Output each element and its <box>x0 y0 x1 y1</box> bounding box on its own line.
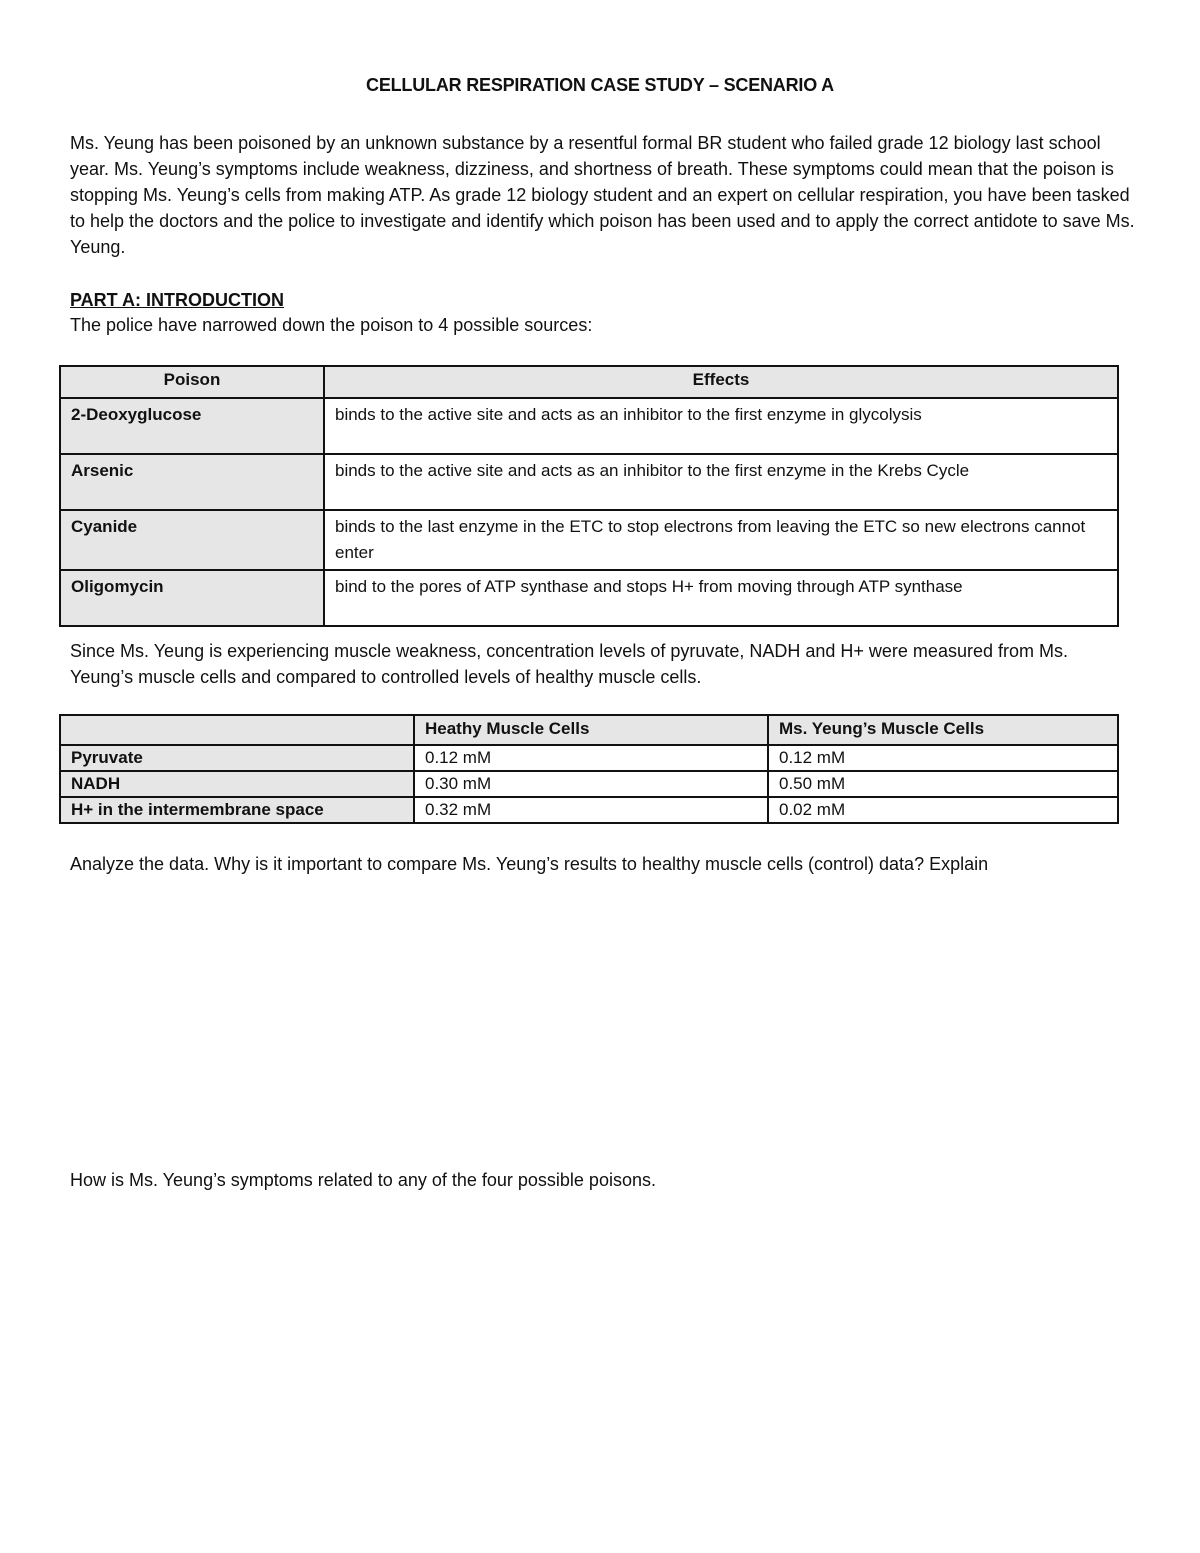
table-row <box>60 510 1118 570</box>
yeung-value: 0.50 mM <box>768 771 1118 797</box>
yeung-value: 0.12 mM <box>768 745 1118 771</box>
concentration-table-header-row <box>60 715 1118 745</box>
poison-name: Arsenic <box>60 454 324 510</box>
table-row <box>60 745 1118 771</box>
poison-effect: binds to the last enzyme in the ETC to stop electrons from leaving the ETC so new electrons cannot enter <box>324 510 1118 570</box>
poison-name: Cyanide <box>60 510 324 570</box>
concentration-table <box>59 714 1119 824</box>
measure-name: Pyruvate <box>60 745 414 771</box>
measure-name: NADH <box>60 771 414 797</box>
healthy-column-header: Heathy Muscle Cells <box>414 715 768 745</box>
poison-column-header: Poison <box>60 366 324 398</box>
healthy-value: 0.32 mM <box>414 797 768 823</box>
page-title: CELLULAR RESPIRATION CASE STUDY – SCENARIO A <box>366 75 834 95</box>
question-1: Analyze the data. Why is it important to compare Ms. Yeung’s results to healthy muscle cells (control) data? Explain <box>70 854 989 874</box>
yeung-column-header: Ms. Yeung’s Muscle Cells <box>768 715 1118 745</box>
table-row <box>60 570 1118 626</box>
table-row <box>60 797 1118 823</box>
poison-name: 2-Deoxyglucose <box>60 398 324 454</box>
measurement-paragraph: Since Ms. Yeung is experiencing muscle weakness, concentration levels of pyruvate, NADH and H+ were measured from Ms. Yeung’s muscle cells and compared to controlled levels of healthy muscle cells. <box>70 641 1068 687</box>
effects-column-header: Effects <box>324 366 1118 398</box>
intro-paragraph: Ms. Yeung has been poisoned by an unknown substance by a resentful formal BR student who failed grade 12 biology last school year. Ms. Yeung’s symptoms include weakness, dizziness, and shortness of breath. These symptoms could mean that the poison is stopping Ms. Yeung’s cells from making ATP. As grade 12 biology student and an expert on cellular respiration, you have been tasked to help the doctors and the police to investigate and identify which poison has been used and to apply the correct antidote to save Ms. Yeung. <box>70 133 1135 257</box>
measure-name: H+ in the intermembrane space <box>60 797 414 823</box>
empty-header-cell <box>60 715 414 745</box>
table-row <box>60 771 1118 797</box>
poison-effect: binds to the active site and acts as an inhibitor to the first enzyme in glycolysis <box>324 398 1118 454</box>
table-row <box>60 398 1118 454</box>
healthy-value: 0.30 mM <box>414 771 768 797</box>
poison-table-header-row <box>60 366 1118 398</box>
table-row <box>60 454 1118 510</box>
healthy-value: 0.12 mM <box>414 745 768 771</box>
yeung-value: 0.02 mM <box>768 797 1118 823</box>
poison-name: Oligomycin <box>60 570 324 626</box>
poison-effect: bind to the pores of ATP synthase and stops H+ from moving through ATP synthase <box>324 570 1118 626</box>
question-2: How is Ms. Yeung’s symptoms related to any of the four possible poisons. <box>70 1170 656 1190</box>
poison-table <box>59 365 1119 627</box>
part-a-subtext: The police have narrowed down the poison to 4 possible sources: <box>70 315 593 335</box>
poison-effect: binds to the active site and acts as an inhibitor to the first enzyme in the Krebs Cycle <box>324 454 1118 510</box>
part-a-heading: PART A: INTRODUCTION <box>70 290 284 310</box>
